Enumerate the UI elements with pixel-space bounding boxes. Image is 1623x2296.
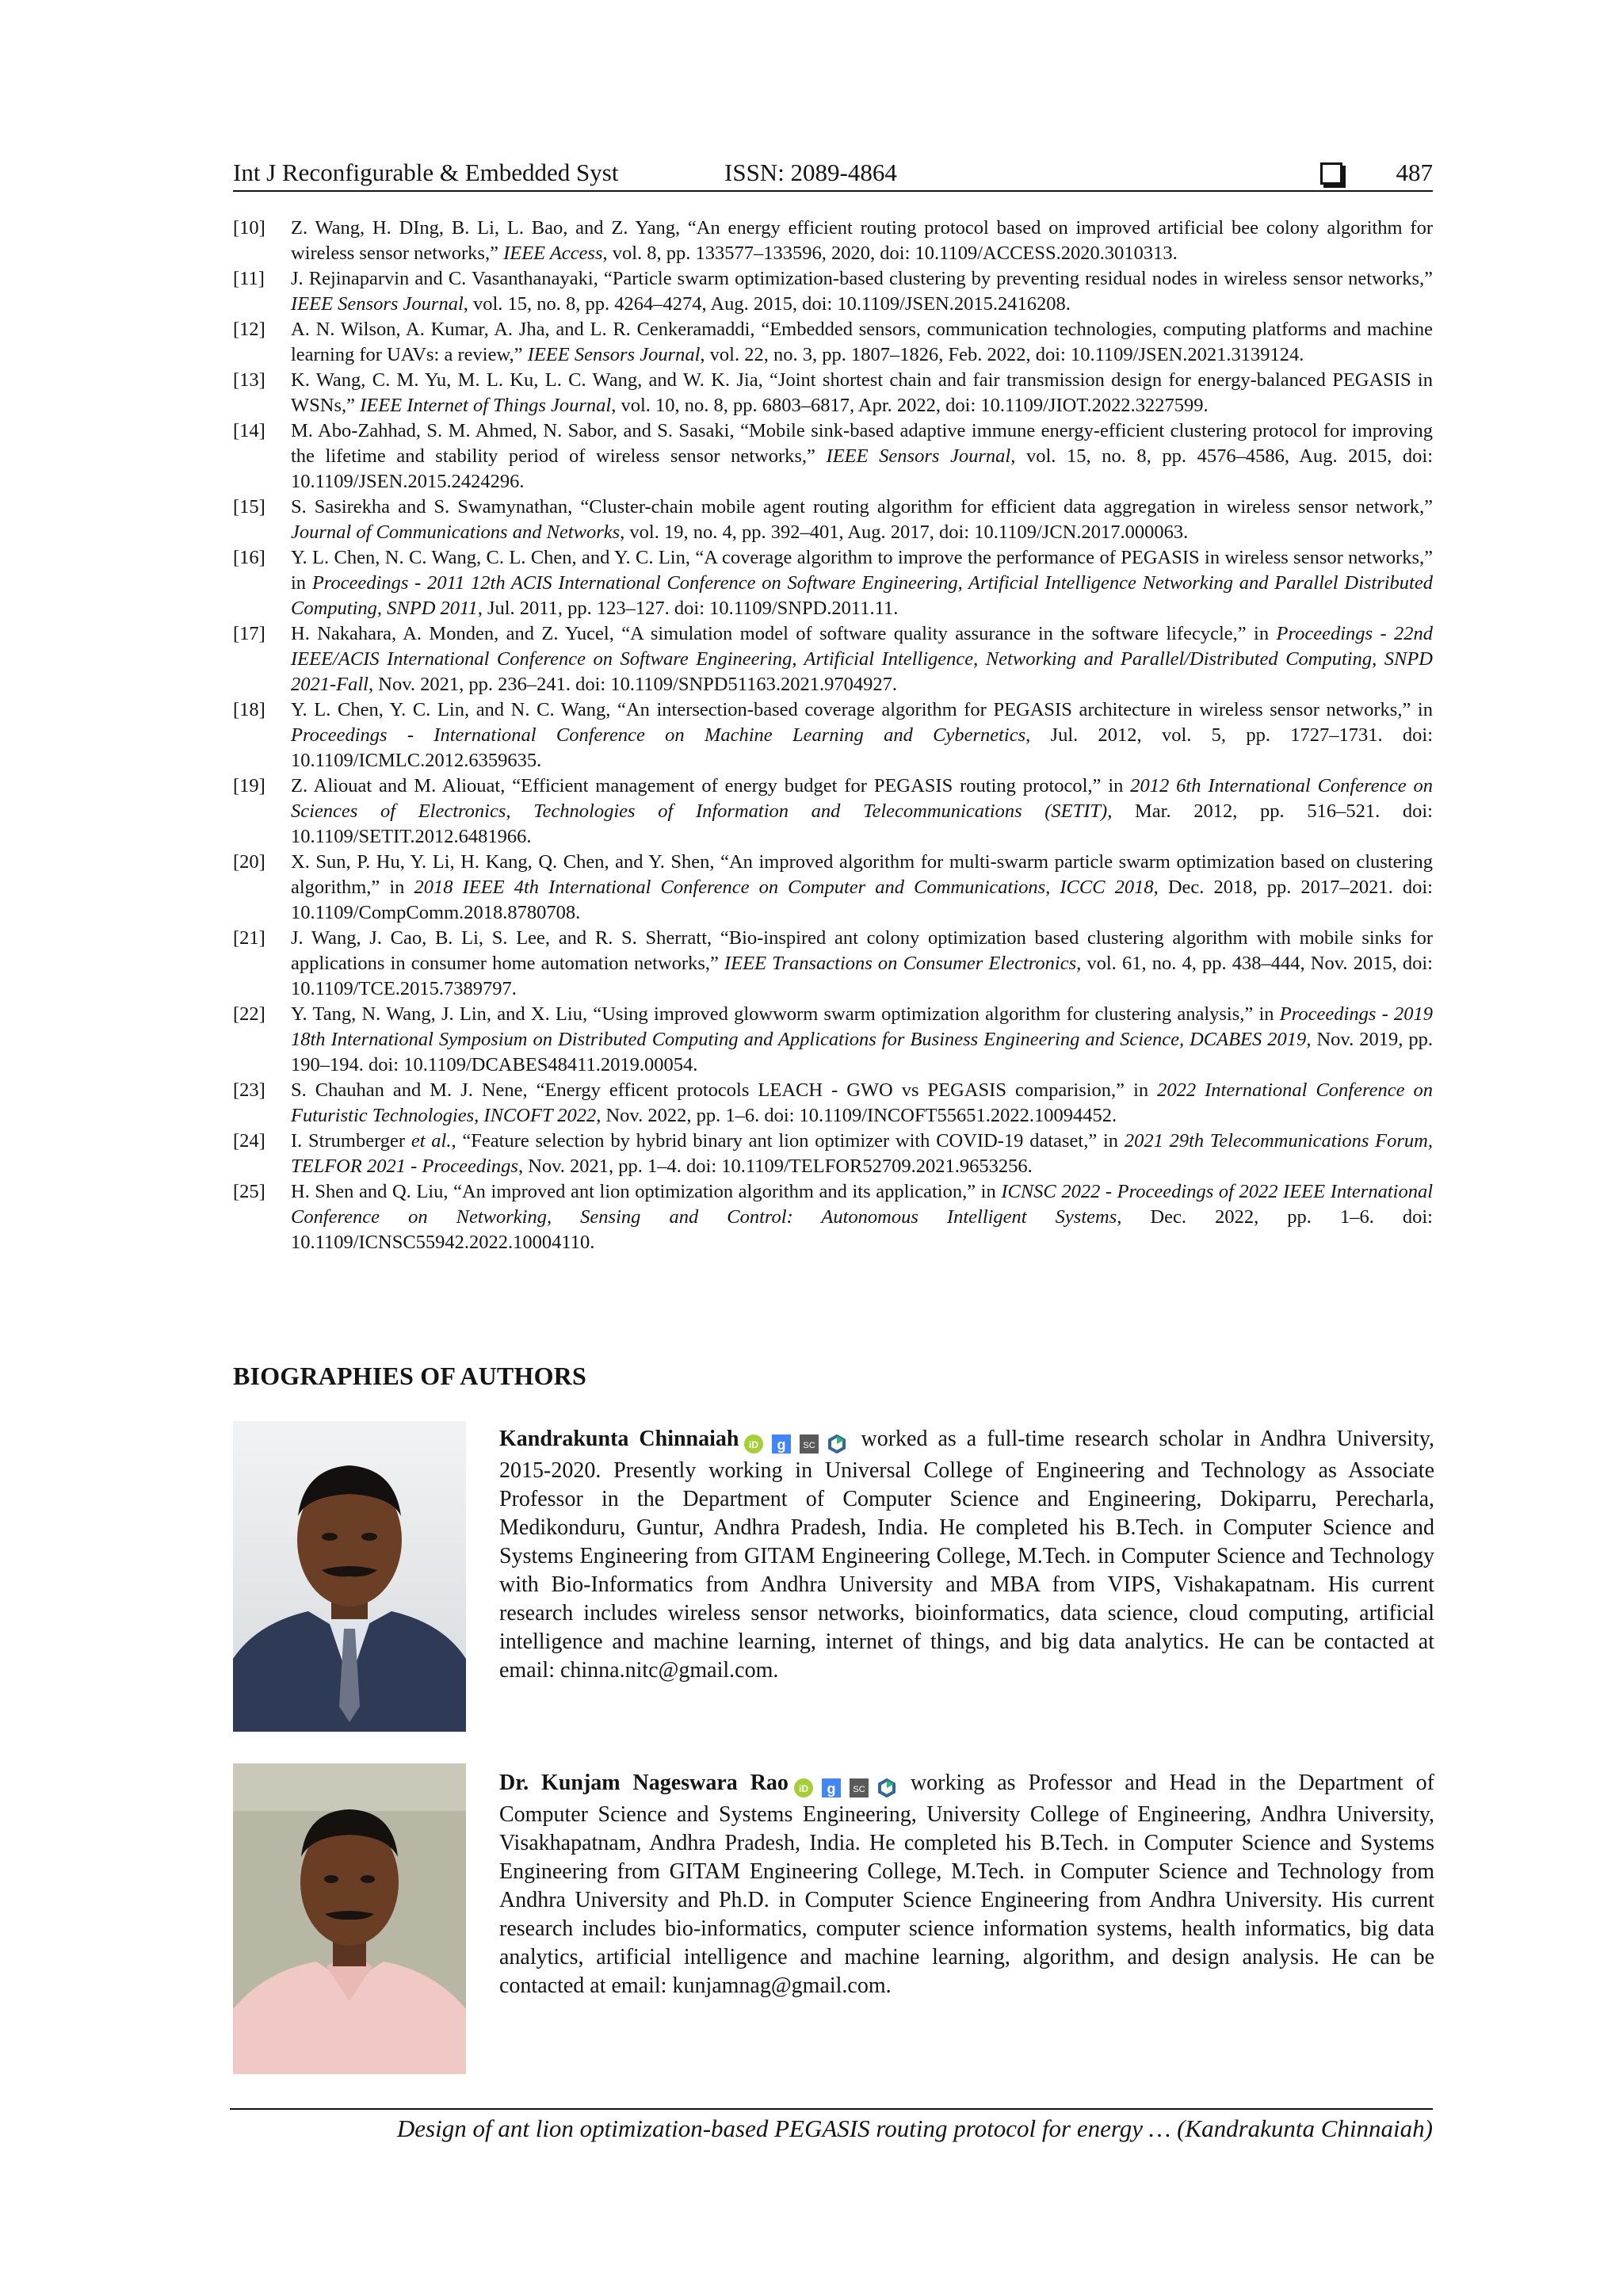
google-scholar-icon[interactable] (821, 1778, 842, 1798)
reference-item: [20] X. Sun, P. Hu, Y. Li, H. Kang, Q. Chen, and Y. Shen, “An improved algorithm for multi-swarm particle swarm optimization based on clustering algorithm,” in 2018 IEEE 4th International Conference on Computer and Communications, ICCC 2018, Dec. 2018, pp. 2017–2021. doi: 10.1109/CompComm.2018.8780708. (233, 851, 1433, 923)
reference-item: [19] Z. Aliouat and M. Aliouat, “Efficient management of energy budget for PEGASIS routing protocol,” in 2012 6th International Conference on Sciences of Electronics, Technologies of Information and Telecommunications (SETIT), Mar. 2012, pp. 516–521. doi: 10.1109/SETIT.2012.6481966. (233, 775, 1433, 847)
svg-text:iD: iD (749, 1438, 759, 1450)
footer-rule (230, 2108, 1433, 2110)
reference-item: [10] Z. Wang, H. DIng, B. Li, L. Bao, and Z. Yang, “An energy efficient routing protocol based on improved artificial bee colony algorithm for wireless sensor networks,” IEEE Access, vol. 8, pp. 133577–133596, 2020, doi: 10.1109/ACCESS.2020.3010313. (233, 217, 1433, 264)
scopus-icon[interactable] (849, 1778, 869, 1798)
reference-item: [12] A. N. Wilson, A. Kumar, A. Jha, and L. R. Cenkeramaddi, “Embedded sensors, communication technologies, computing platforms and machine learning for UAVs: a review,” IEEE Sensors Journal, vol. 22, no. 3, pp. 1807–1826, Feb. 2022, doi: 10.1109/JSEN.2021.3139124. (233, 319, 1433, 365)
reference-number: [16] (233, 547, 265, 568)
journal-name: Int J Reconfigurable & Embedded Syst (233, 159, 619, 186)
svg-text:g: g (777, 1436, 786, 1453)
svg-text:g: g (827, 1780, 836, 1797)
orcid-icon[interactable] (793, 1778, 814, 1798)
square-bullet-icon (1320, 162, 1342, 185)
reference-item: [23] S. Chauhan and M. J. Nene, “Energy efficent protocols LEACH - GWO vs PEGASIS comparision,” in 2022 International Conference on Futuristic Technologies, INCOFT 2022, Nov. 2022, pp. 1–6. doi: 10.1109/INCOFT55651.2022.10094452. (233, 1079, 1433, 1126)
biography-text: worked as a full-time research scholar in Andhra University, 2015-2020. Presently working in Universal College of Engineering and Technology as Associate Professor in the Department of Computer Science and Engineering, Dokiparru, Perecharla, Medikonduru, Guntur, Andhra Pradesh, India. He completed his B.Tech. in Computer Science and Systems Engineering from GITAM Engineering College, M.Tech. in Computer Science and Technology with Bio-Informatics from Andhra University and MBA from VIPS, Vishakapatnam. His current research includes wireless sensor networks, bioinformatics, data science, cloud computing, artificial intelligence and machine learning, internet of things, and big data analytics. He can be contacted at email: chinna.nitc@gmail.com. (499, 1427, 1434, 1683)
reference-number: [23] (233, 1079, 265, 1101)
author-biography (499, 1425, 1434, 1685)
reference-number: [15] (233, 496, 265, 518)
svg-text:iD: iD (798, 1782, 808, 1794)
google-scholar-icon[interactable] (771, 1434, 792, 1454)
running-header (233, 155, 1433, 190)
scopus-icon[interactable] (799, 1434, 819, 1454)
author-profile-icons (743, 1428, 854, 1457)
reference-list (233, 216, 1433, 1255)
section-heading: BIOGRAPHIES OF AUTHORS (233, 1362, 586, 1390)
reference-number: [20] (233, 851, 265, 873)
portrait-image (233, 1421, 466, 1732)
biography-text: working as Professor and Head in the Department of Computer Science and Systems Engineering, University College of Engineering, Andhra University, Visakhapatnam, Andhra Pradesh, India. He completed his B.Tech. in Computer Science and Systems Engineering from GITAM Engineering College, M.Tech. in Computer Science and Technology from Andhra University and Ph.D. in Computer Science Engineering from Andhra University. His current research includes bio-informatics, computer science information systems, health informatics, big data analytics, artificial intelligence and machine learning, algorithm, and design analysis. He can be contacted at email: kunjamnag@gmail.com. (499, 1771, 1434, 1998)
page-number: 487 (1396, 159, 1433, 186)
reference-item: [22] Y. Tang, N. Wang, J. Lin, and X. Liu, “Using improved glowworm swarm optimization algorithm for clustering analysis,” in Proceedings - 2019 18th International Symposium on Distributed Computing and Applications for Business Engineering and Science, DCABES 2019, Nov. 2019, pp. 190–194. doi: 10.1109/DCABES48411.2019.00054. (233, 1003, 1433, 1075)
orcid-icon[interactable] (743, 1434, 764, 1454)
publons-icon[interactable] (827, 1434, 847, 1454)
reference-number: [12] (233, 319, 265, 340)
portrait-image (233, 1763, 466, 2074)
reference-item: [21] J. Wang, J. Cao, B. Li, S. Lee, and R. S. Sherratt, “Bio-inspired ant colony optimization based clustering algorithm with mobile sinks for applications in consumer home automation networks,” IEEE Transactions on Consumer Electronics, vol. 61, no. 4, pp. 438–444, Nov. 2015, doi: 10.1109/TCE.2015.7389797. (233, 927, 1433, 999)
reference-number: [10] (233, 217, 265, 239)
reference-number: [25] (233, 1181, 265, 1202)
running-footer: Design of ant lion optimization-based PEGASIS routing protocol for energy … (Kandrakunta Chinnaiah) (396, 2115, 1433, 2142)
reference-item: [24] I. Strumberger et al., “Feature selection by hybrid binary ant lion optimizer with COVID-19 dataset,” in 2021 29th Telecommunications Forum, TELFOR 2021 - Proceedings, Nov. 2021, pp. 1–4. doi: 10.1109/TELFOR52709.2021.9653256. (233, 1130, 1433, 1177)
reference-number: [11] (233, 268, 265, 289)
reference-item: [13] K. Wang, C. M. Yu, M. L. Ku, L. C. Wang, and W. K. Jia, “Joint shortest chain and fair transmission design for energy-balanced PEGASIS in WSNs,” IEEE Internet of Things Journal, vol. 10, no. 8, pp. 6803–6817, Apr. 2022, doi: 10.1109/JIOT.2022.3227599. (233, 369, 1433, 416)
author-profile-icons (793, 1772, 904, 1801)
reference-number: [13] (233, 369, 265, 391)
issn: ISSN: 2089-4864 (724, 159, 897, 186)
svg-text:SC: SC (803, 1440, 816, 1450)
author-name: Kandrakunta Chinnaiah (499, 1427, 739, 1451)
reference-item: [18] Y. L. Chen, Y. C. Lin, and N. C. Wang, “An intersection-based coverage algorithm for PEGASIS architecture in wireless sensor networks,” in Proceedings - International Conference on Machine Learning and Cybernetics, Jul. 2012, vol. 5, pp. 1727–1731. doi: 10.1109/ICMLC.2012.6359635. (233, 699, 1433, 771)
reference-item: [14] M. Abo-Zahhad, S. M. Ahmed, N. Sabor, and S. Sasaki, “Mobile sink-based adaptive immune energy-efficient clustering protocol for improving the lifetime and stability period of wireless sensor networks,” IEEE Sensors Journal, vol. 15, no. 8, pp. 4576–4586, Aug. 2015, doi: 10.1109/JSEN.2015.2424296. (233, 420, 1434, 492)
reference-number: [19] (233, 775, 265, 797)
reference-item: [16] Y. L. Chen, N. C. Wang, C. L. Chen, and Y. C. Lin, “A coverage algorithm to improve the performance of PEGASIS in wireless sensor networks,” in Proceedings - 2011 12th ACIS International Conference on Software Engineering, Artificial Intelligence Networking and Parallel Distributed Computing, SNPD 2011, Jul. 2011, pp. 123–127. doi: 10.1109/SNPD.2011.11. (233, 547, 1433, 619)
author-photo (233, 1421, 466, 1732)
reference-item: [17] H. Nakahara, A. Monden, and Z. Yucel, “A simulation model of software quality assurance in the software lifecycle,” in Proceedings - 22nd IEEE/ACIS International Conference on Software Engineering, Artificial Intelligence, Networking and Parallel/Distributed Computing, SNPD 2021-Fall, Nov. 2021, pp. 236–241. doi: 10.1109/SNPD51163.2021.9704927. (233, 623, 1434, 695)
reference-item: [15] S. Sasirekha and S. Swamynathan, “Cluster-chain mobile agent routing algorithm for efficient data aggregation in wireless sensor network,” Journal of Communications and Networks, vol. 19, no. 4, pp. 392–401, Aug. 2017, doi: 10.1109/JCN.2017.000063. (233, 496, 1433, 543)
reference-number: [14] (233, 420, 265, 441)
reference-number: [24] (233, 1130, 265, 1152)
svg-text:SC: SC (853, 1784, 865, 1794)
reference-number: [22] (233, 1003, 265, 1025)
author-photo (233, 1763, 466, 2074)
reference-number: [18] (233, 699, 265, 720)
author-biography (499, 1769, 1434, 2000)
reference-item: [25] H. Shen and Q. Liu, “An improved ant lion optimization algorithm and its application,” in ICNSC 2022 - Proceedings of 2022 IEEE International Conference on Networking, Sensing and Control: Autonomous Intelligent Systems, Dec. 2022, pp. 1–6. doi: 10.1109/ICNSC55942.2022.10004110. (233, 1181, 1433, 1253)
header-rule (233, 190, 1433, 192)
publons-icon[interactable] (876, 1778, 897, 1798)
reference-item: [11] J. Rejinaparvin and C. Vasanthanayaki, “Particle swarm optimization-based clustering by preventing residual nodes in wireless sensor networks,” IEEE Sensors Journal, vol. 15, no. 8, pp. 4264–4274, Aug. 2015, doi: 10.1109/JSEN.2015.2416208. (233, 268, 1433, 315)
reference-number: [21] (233, 927, 265, 949)
reference-number: [17] (233, 623, 265, 644)
author-name: Dr. Kunjam Nageswara Rao (499, 1771, 789, 1795)
